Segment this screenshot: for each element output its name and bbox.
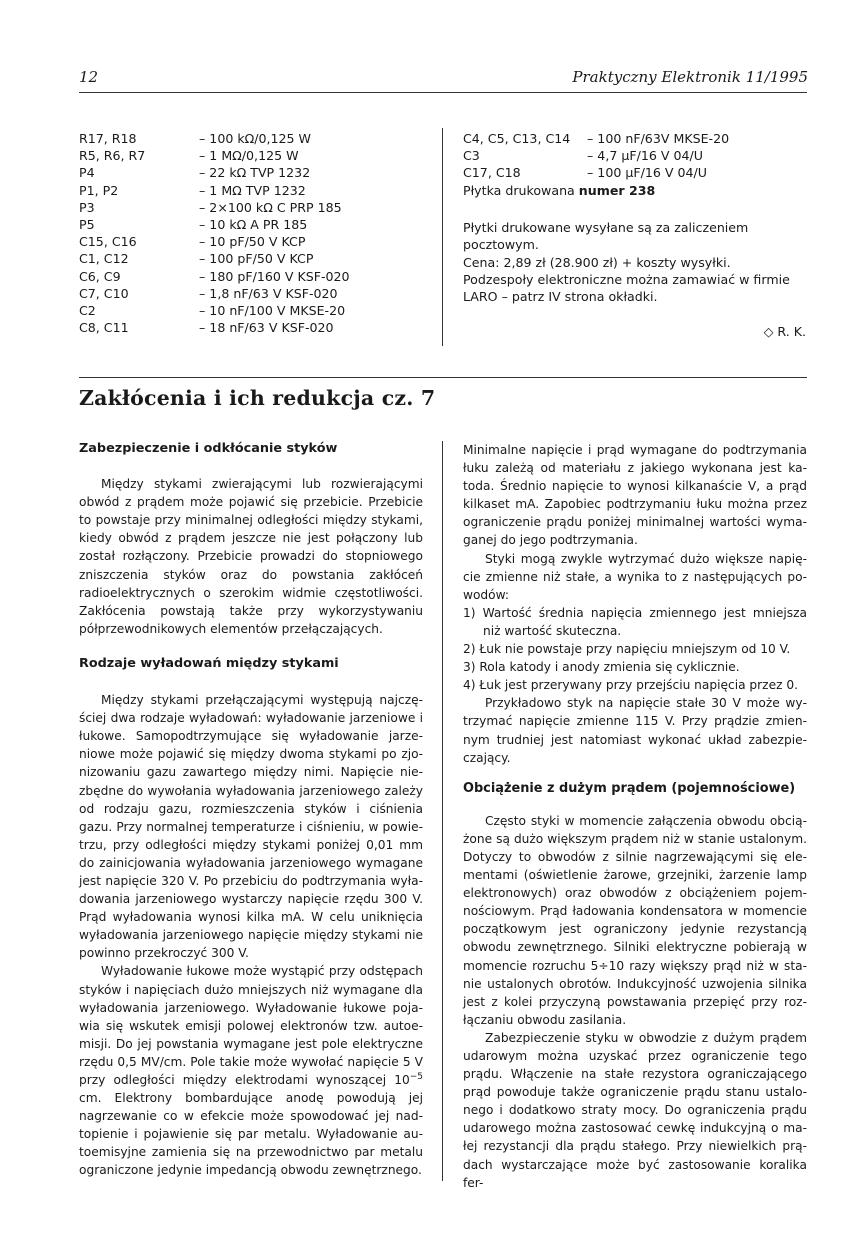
part-value: – 2×100 kΩ C PRP 185 — [199, 199, 342, 215]
list-item: 2) Łuk nie powstaje przy napięciu mniejszym od 10 V. — [463, 642, 791, 657]
note-line: pocztowym. — [463, 237, 539, 253]
section-heading: Obciążenie z dużym prądem (pojemnościowe) — [463, 780, 796, 796]
parts-list-left — [79, 130, 429, 336]
part-ref: C1, C12 — [79, 251, 129, 267]
part-value: – 10 pF/50 V KCP — [199, 234, 306, 250]
running-title: Praktyczny Elektronik 11/1995 — [572, 68, 808, 86]
parts-row — [79, 319, 429, 336]
part-value: – 100 pF/50 V KCP — [199, 251, 314, 267]
parts-row — [79, 268, 429, 285]
note-line: Płytki drukowane wysyłane są za zaliczeniem — [463, 220, 749, 235]
section-heading: Zabezpieczenie i odkłócanie styków — [79, 441, 338, 456]
list-item: 1) Wartość średnia napięcia zmiennego jest mniejsza niż wartość skuteczna. — [463, 605, 807, 638]
pcb-label: Płytka drukowana — [463, 182, 579, 198]
part-ref: C17, C18 — [463, 165, 521, 181]
parts-row — [79, 250, 429, 267]
pcb-line — [463, 182, 813, 199]
parts-row — [79, 285, 429, 302]
paragraph: Minimalne napięcie i prąd wymagane do podtrzymania łuku zależą od materiału z jakiego wykonana jest katoda. Średnio napięcie to wynosi kilkanaście V, a prąd kilkaset mA. Zapobiec podtrzymaniu łuku można przez ograniczenie prądu poniżej minimalnej wartości wymaganej do jego podtrzymania. — [463, 443, 807, 548]
part-ref: C8, C11 — [79, 320, 129, 336]
note-line: Podzespoły elektroniczne można zamawiać w firmie — [463, 271, 790, 287]
part-ref: P5 — [79, 217, 95, 233]
parts-row — [79, 216, 429, 233]
list-item: 3) Rola katody i anody zmienia się cyklicznie. — [463, 660, 740, 675]
part-value: – 10 nF/100 V MKSE-20 — [199, 303, 346, 319]
part-ref: C3 — [463, 148, 480, 164]
header-rule — [79, 92, 807, 93]
part-ref: R5, R6, R7 — [79, 148, 146, 164]
part-value: – 100 nF/63V MKSE-20 — [587, 131, 730, 146]
paragraph: Często styki w momencie załączenia obwodu obciążone są dużo większym prądem niż w stanie ustalonym. Dotyczy to obwodów z silnie nagrzewającymi się elementami (oświetlenie żarowe, grzejniki, żarzenie lamp elektronowych) oraz obwodów z obciążeniem pojemnościowym. Prąd ładowania kondensatora w momencie początkowym jest ograniczony jedynie rezystancją obwodu zewnętrznego. Silniki elektryczne pobierają w momencie rozruchu 5÷10 razy większy prąd niż w stanie ustalonych obrotów. Indukcyjność uzwojenia silnika jest z kolei przyczyną powstawania przepięć przy rozłączaniu obwodu zasilania. — [463, 813, 807, 1027]
part-ref: R17, R18 — [79, 131, 137, 146]
part-ref: P4 — [79, 165, 95, 181]
paragraph: Zabezpieczenie styku w obwodzie z dużym prądem udarowym można uzyskać przez ograniczenie tego prądu. Włączenie na stałe rezystora ograniczającego prąd powoduje także ograniczenie prądu stanu ustalonego i dodatkowo straty mocy. Do ograniczenia prądu udarowego można zastosować cewkę indukcyjną o małej rezystancji dla prądu stałego. Przy niewielkich prądach wystarczające może być zastosowanie koralika fer- — [463, 1030, 807, 1190]
part-ref: C15, C16 — [79, 234, 137, 250]
part-value: – 1,8 nF/63 V KSF-020 — [199, 285, 338, 301]
column-divider-top — [442, 128, 443, 346]
part-value: – 22 kΩ TVP 1232 — [199, 165, 311, 181]
parts-row — [79, 182, 429, 199]
part-value: – 10 kΩ A PR 185 — [199, 217, 308, 233]
exponent: −5 — [409, 1072, 423, 1082]
parts-list-right — [463, 130, 813, 199]
parts-row — [79, 164, 429, 181]
note-line: Cena: 2,89 zł (28.900 zł) + koszty wysyłki. — [463, 254, 731, 270]
part-value: – 180 pF/160 V KSF-020 — [199, 268, 350, 284]
parts-row — [463, 130, 813, 147]
author-signature: ◇ R. K. — [763, 324, 806, 339]
section-heading: Rodzaje wyładowań między stykami — [79, 655, 339, 671]
text-run: cm. Elektrony bombardujące anodę powodują jej nagrzewanie co w efekcie może spowodować jej nadtopienie i pojawienie się par metalu. Wyładowanie autoemisyjne zamienia się na przewodnictwo par metalu ograniczone jedynie impedancją obwodu zewnętrznego. — [79, 1091, 423, 1178]
part-value: – 1 MΩ TVP 1232 — [199, 182, 306, 198]
paragraph: Styki mogą zwykle wytrzymać dużo większe napięcie zmienne niż stałe, a wynika to z następujących powodów: — [463, 551, 807, 602]
paragraph: Między stykami przełączającymi występują najczęściej dwa rodzaje wyładowań: wyładowanie jarzeniowe i łukowe. Samopodtrzymujące się wyładowanie jarzeniowe może pojawić się między dwoma stykami po zjonizowaniu gazu zawartego między nimi. Napięcie niezbędne do wywołania wyładowania jarzeniowego zależy od rodzaju gazu, rozmieszczenia styków i ciśnienia gazu. Przy normalnej temperaturze i ciśnieniu, w powietrzu, przy odległości między stykami poniżej 0,01 mm do zainicjowania wyładowania jarzeniowego wymagane jest napięcie 320 V. Po przebiciu do podtrzymania wyładowania jarzeniowego wystarczy napięcie rzędu 300 V. Prąd wyładowania wynosi kilka mA. W celu uniknięcia wyładowania jarzeniowego napięcie między stykami nie powinno przekroczyć 300 V. — [79, 693, 423, 961]
parts-row — [79, 147, 429, 164]
article-column-left — [79, 440, 423, 1180]
parts-row — [79, 130, 429, 147]
part-ref: P3 — [79, 199, 95, 215]
paragraph: Przykładowo styk na napięcie stałe 30 V może wytrzymać napięcie zmienne 115 V. Przy prądzie zmiennym trudniej jest natomiast wykonać układ zabezpieczający. — [463, 696, 807, 765]
paragraph: Między stykami zwierającymi lub rozwierającymi obwód z prądem może pojawić się przebicie. Przebicie to powstaje przy minimalnej odległości między stykami, kiedy obwód z prądem jeszcze nie jest połączony lub został rozłączony. Przebicie prowadzi do stopniowego zniszczenia styków oraz do powstania zakłóceń radioelektrycznych o szerokim widmie częstotliwości. Zakłócenia powstają także przy wykorzystywaniu półprzewodnikowych elementów przełączających. — [79, 477, 423, 636]
page-number: 12 — [79, 68, 99, 86]
part-value: – 100 kΩ/0,125 W — [199, 131, 312, 146]
pcb-number: numer 238 — [578, 182, 656, 198]
part-value: – 18 nF/63 V KSF-020 — [199, 320, 334, 336]
note-line: LARO – patrz IV strona okładki. — [463, 289, 658, 305]
parts-row — [463, 164, 813, 181]
article-title: Zakłócenia i ich redukcja cz. 7 — [79, 386, 436, 410]
article-column-right — [463, 441, 807, 1192]
part-ref: C2 — [79, 303, 96, 319]
parts-row — [79, 302, 429, 319]
list-item: 4) Łuk jest przerywany przy przejściu napięcia przez 0. — [463, 678, 798, 693]
part-value: – 4,7 μF/16 V 04/U — [587, 148, 703, 164]
column-divider-bottom — [442, 441, 443, 1181]
text-run: Wyładowanie łukowe może wystąpić przy odstępach styków i napięciach dużo mniejszych niż wymagane dla wyładowania jarzeniowego. Wyładowanie łukowe pojawia się wskutek emisji polowej elektronów tzw. autoemisji. Do jej powstania wymagane jest pole elektryczne rzędu 0,5 MV/cm. Pole takie może wywołać napięcie 5 V przy odległości między elektrodami wynoszącej 10 — [79, 964, 423, 1087]
part-ref: P1, P2 — [79, 182, 119, 198]
ordering-note — [463, 219, 813, 305]
paragraph — [79, 962, 423, 1179]
parts-row — [463, 147, 813, 164]
reasons-list — [463, 604, 807, 694]
part-value: – 1 MΩ/0,125 W — [199, 148, 299, 164]
section-rule — [79, 377, 807, 378]
part-value: – 100 μF/16 V 04/U — [587, 165, 707, 181]
part-ref: C4, C5, C13, C14 — [463, 131, 571, 146]
part-ref: C7, C10 — [79, 285, 129, 301]
part-ref: C6, C9 — [79, 268, 121, 284]
parts-row — [79, 233, 429, 250]
parts-row — [79, 199, 429, 216]
